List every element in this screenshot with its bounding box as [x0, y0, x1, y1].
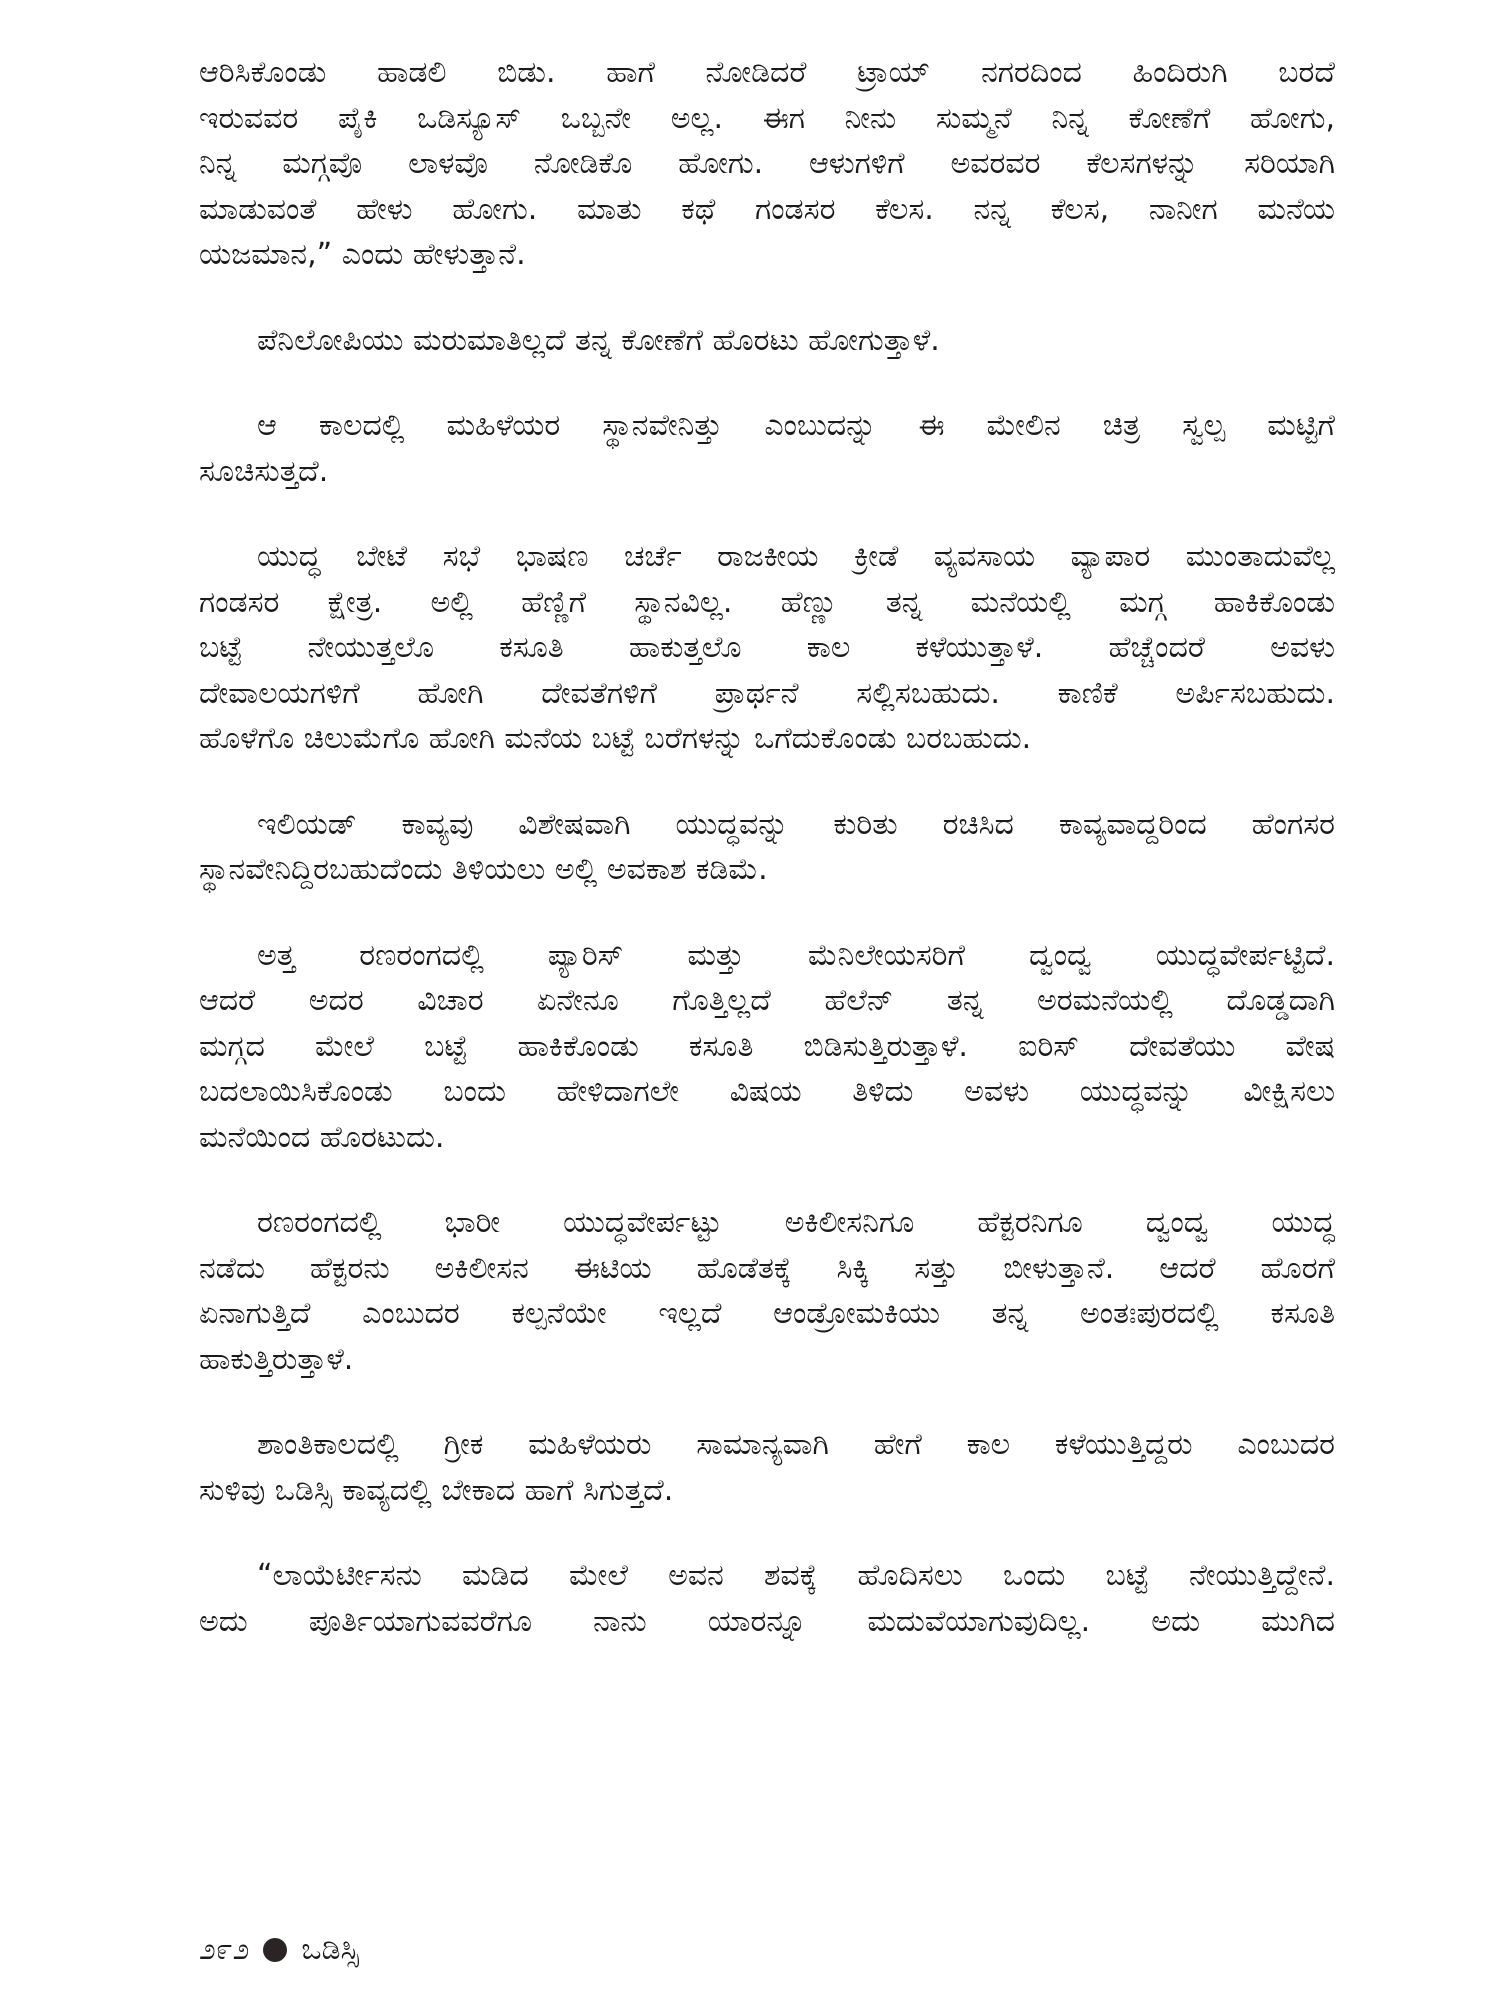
text-line: ಅದು ಪೂರ್ತಿಯಾಗುವವರೆಗೂ ನಾನು ಯಾರನ್ನೂ ಮದುವೆಯಾಗುವುದಿಲ್ಲ. ಅದು ಮುಗಿದ	[199, 1603, 1335, 1639]
text-line: ಸುಳಿವು ಒಡಿಸ್ಸಿ ಕಾವ್ಯದಲ್ಲಿ ಬೇಕಾದ ಹಾಗೆ ಸಿಗುತ್ತದೆ.	[199, 1472, 674, 1508]
paragraph	[199, 1553, 1335, 1644]
text-line: ಇರುವವರ ಪೈಕಿ ಒಡಿಸ್ಯೂಸ್ ಒಬ್ಬನೇ ಅಲ್ಲ. ಈಗ ನೀನು ಸುಮ್ಮನೆ ನಿನ್ನ ಕೋಣೆಗೆ ಹೋಗು,	[199, 100, 1335, 136]
text-line: ಹಾಕುತ್ತಿರುತ್ತಾಳೆ.	[199, 1341, 354, 1377]
bullet-dot-icon	[263, 1938, 287, 1962]
paragraph	[199, 1200, 1335, 1382]
text-line: ರಣರಂಗದಲ್ಲಿ ಭಾರೀ ಯುದ್ಧವೇರ್ಪಟ್ಟು ಅಕಿಲೀಸನಿಗೂ ಹೆಕ್ಟರನಿಗೂ ದ್ವಂದ್ವ ಯುದ್ಧ	[257, 1205, 1335, 1240]
text-line: ಏನಾಗುತ್ತಿದೆ ಎಂಬುದರ ಕಲ್ಪನೆಯೇ ಇಲ್ಲದೆ ಆಂಡ್ರೋಮಕಿಯು ತನ್ನ ಅಂತಃಪುರದಲ್ಲಿ ಕಸೂತಿ	[199, 1296, 1335, 1331]
text-line: ಗಂಡಸರ ಕ್ಷೇತ್ರ. ಅಲ್ಲಿ ಹೆಣ್ಣಿಗೆ ಸ್ಥಾನವಿಲ್ಲ. ಹೆಣ್ಣು ತನ್ನ ಮನೆಯಲ್ಲಿ ಮಗ್ಗ ಹಾಕಿಕೊಂಡು	[199, 584, 1335, 620]
book-title: ಒಡಿಸ್ಸಿ	[301, 1932, 360, 1967]
text-line: ಯಜಮಾನ,” ಎಂದು ಹೇಳುತ್ತಾನೆ.	[199, 237, 526, 272]
paragraph	[199, 802, 1335, 893]
text-line: ಯುದ್ಧ ಬೇಟೆ ಸಭೆ ಭಾಷಣ ಚರ್ಚೆ ರಾಜಕೀಯ ಕ್ರೀಡೆ ವ್ಯವಸಾಯ ವ್ಯಾಪಾರ ಮುಂತಾದುವೆಲ್ಲ	[257, 539, 1335, 574]
text-line: ದೇವಾಲಯಗಳಿಗೆ ಹೋಗಿ ದೇವತೆಗಳಿಗೆ ಪ್ರಾರ್ಥನೆ ಸಲ್ಲಿಸಬಹುದು. ಕಾಣಿಕೆ ಅರ್ಪಿಸಬಹುದು.	[199, 675, 1335, 711]
text-line: ಆರಿಸಿಕೊಂಡು ಹಾಡಲಿ ಬಿಡು. ಹಾಗೆ ನೋಡಿದರೆ ಟ್ರಾಯ್ ನಗರದಿಂದ ಹಿಂದಿರುಗಿ ಬರದೆ	[199, 55, 1335, 90]
page-body	[199, 50, 1335, 1644]
paragraph	[199, 318, 1335, 364]
text-line: ಮನೆಯಿಂದ ಹೊರಟುದು.	[199, 1119, 445, 1155]
text-line: ಪೆನಿಲೋಪಿಯು ಮರುಮಾತಿಲ್ಲದೆ ತನ್ನ ಕೋಣೆಗೆ ಹೊರಟು ಹೋಗುತ್ತಾಳೆ.	[257, 322, 940, 358]
text-line: ಮಗ್ಗದ ಮೇಲೆ ಬಟ್ಟೆ ಹಾಕಿಕೊಂಡು ಕಸೂತಿ ಬಿಡಿಸುತ್ತಿರುತ್ತಾಳೆ. ಐರಿಸ್ ದೇವತೆಯು ವೇಷ	[199, 1028, 1335, 1064]
paragraph	[199, 933, 1335, 1161]
text-line: ಬದಲಾಯಿಸಿಕೊಂಡು ಬಂದು ಹೇಳಿದಾಗಲೇ ವಿಷಯ ತಿಳಿದು ಅವಳು ಯುದ್ಧವನ್ನು ವೀಕ್ಷಿಸಲು	[199, 1074, 1335, 1109]
page-number: ೨೯೨	[199, 1932, 250, 1967]
paragraph	[199, 534, 1335, 762]
paragraph	[199, 1422, 1335, 1513]
text-line: ಸೂಚಿಸುತ್ತದೆ.	[199, 453, 329, 489]
text-line: ಬಟ್ಟೆ ನೇಯುತ್ತಲೊ ಕಸೂತಿ ಹಾಕುತ್ತಲೊ ಕಾಲ ಕಳೆಯುತ್ತಾಳೆ. ಹೆಚ್ಚೆಂದರೆ ಅವಳು	[199, 630, 1335, 665]
text-line: ಅತ್ತ ರಣರಂಗದಲ್ಲಿ ಪ್ಯಾರಿಸ್ ಮತ್ತು ಮೆನಿಲೇಯಸರಿಗೆ ದ್ವಂದ್ವ ಯುದ್ಧವೇರ್ಪಟ್ಟಿದೆ.	[257, 937, 1335, 973]
page-footer	[199, 1932, 359, 1967]
paragraph	[199, 50, 1335, 278]
text-line: “ಲಾಯೆರ್ಟೀಸನು ಮಡಿದ ಮೇಲೆ ಅವನ ಶವಕ್ಕೆ ಹೊದಿಸಲು ಒಂದು ಬಟ್ಟೆ ನೇಯುತ್ತಿದ್ದೇನೆ.	[257, 1558, 1335, 1593]
text-line: ಹೊಳೆಗೊ ಚಿಲುಮೆಗೊ ಹೋಗಿ ಮನೆಯ ಬಟ್ಟೆ ಬರೆಗಳನ್ನು ಒಗೆದುಕೊಂಡು ಬರಬಹುದು.	[199, 721, 1032, 756]
text-line: ಆದರೆ ಅದರ ವಿಚಾರ ಏನೇನೂ ಗೊತ್ತಿಲ್ಲದೆ ಹೆಲೆನ್ ತನ್ನ ಅರಮನೆಯಲ್ಲಿ ದೊಡ್ಡದಾಗಿ	[199, 983, 1335, 1018]
text-line: ಶಾಂತಿಕಾಲದಲ್ಲಿ ಗ್ರೀಕ ಮಹಿಳೆಯರು ಸಾಮಾನ್ಯವಾಗಿ ಹೇಗೆ ಕಾಲ ಕಳೆಯುತ್ತಿದ್ದರು ಎಂಬುದರ	[257, 1427, 1335, 1462]
paragraph	[199, 403, 1335, 494]
text-line: ಆ ಕಾಲದಲ್ಲಿ ಮಹಿಳೆಯರ ಸ್ಥಾನವೇನಿತ್ತು ಎಂಬುದನ್ನು ಈ ಮೇಲಿನ ಚಿತ್ರ ಸ್ವಲ್ಪ ಮಟ್ಟಿಗೆ	[257, 408, 1335, 443]
text-line: ನಡೆದು ಹೆಕ್ಟರನು ಅಕಿಲೀಸನ ಈಟಿಯ ಹೊಡೆತಕ್ಕೆ ಸಿಕ್ಕಿ ಸತ್ತು ಬೀಳುತ್ತಾನೆ. ಆದರೆ ಹೊರಗೆ	[199, 1250, 1335, 1286]
text-line: ನಿನ್ನ ಮಗ್ಗವೊ ಲಾಳವೊ ನೋಡಿಕೊ ಹೋಗು. ಆಳುಗಳಿಗೆ ಅವರವರ ಕೆಲಸಗಳನ್ನು ಸರಿಯಾಗಿ	[199, 146, 1335, 181]
text-line: ಸ್ಥಾನವೇನಿದ್ದಿರಬಹುದೆಂದು ತಿಳಿಯಲು ಅಲ್ಲಿ ಅವಕಾಶ ಕಡಿಮೆ.	[199, 852, 768, 887]
text-line: ಮಾಡುವಂತೆ ಹೇಳು ಹೋಗು. ಮಾತು ಕಥೆ ಗಂಡಸರ ಕೆಲಸ. ನನ್ನ ಕೆಲಸ, ನಾನೀಗ ಮನೆಯ	[199, 191, 1335, 227]
text-line: ಇಲಿಯಡ್ ಕಾವ್ಯವು ವಿಶೇಷವಾಗಿ ಯುದ್ಧವನ್ನು ಕುರಿತು ರಚಿಸಿದ ಕಾವ್ಯವಾದ್ದರಿಂದ ಹೆಂಗಸರ	[257, 806, 1335, 842]
